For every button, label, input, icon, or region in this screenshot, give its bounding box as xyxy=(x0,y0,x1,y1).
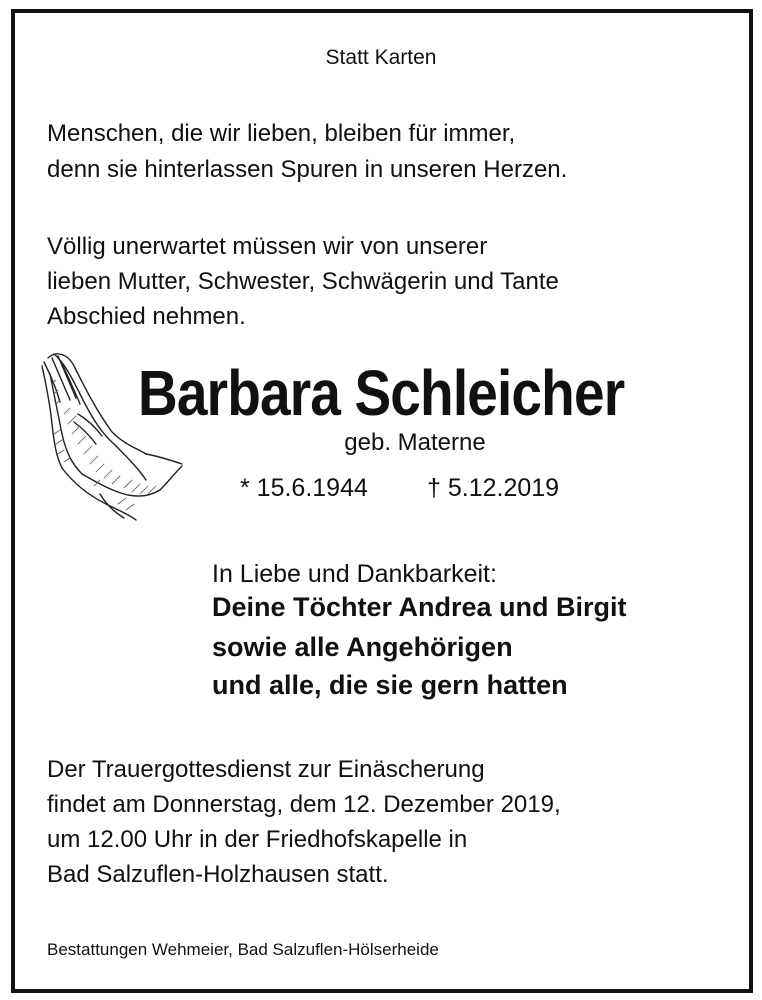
intro-line-2: lieben Mutter, Schwester, Schwägerin und Tante xyxy=(47,268,559,295)
funeral-home: Bestattungen Wehmeier, Bad Salzuflen-Hölserheide xyxy=(47,940,439,959)
service-line-1: Der Trauergottesdienst zur Einäscherung xyxy=(47,756,485,783)
mourners-intro: In Liebe und Dankbarkeit: xyxy=(212,560,497,588)
mourners-line-2: sowie alle Angehörigen xyxy=(212,632,513,662)
birth-name: geb. Materne xyxy=(344,429,486,456)
birth-date: * 15.6.1944 xyxy=(240,474,368,502)
death-date: † 5.12.2019 xyxy=(427,474,560,502)
mourners-line-3: und alle, die sie gern hatten xyxy=(212,670,568,700)
service-line-2: findet am Donnerstag, dem 12. Dezember 2019, xyxy=(47,791,561,818)
quote-line-1: Menschen, die wir lieben, bleiben für immer, xyxy=(47,120,516,147)
service-line-3: um 12.00 Uhr in der Friedhofskapelle in xyxy=(47,826,468,853)
mourners-line-1: Deine Töchter Andrea und Birgit xyxy=(212,592,627,622)
notice-header: Statt Karten xyxy=(325,46,437,69)
intro-line-1: Völlig unerwartet müssen wir von unserer xyxy=(47,233,488,260)
deceased-name: Barbara Schleicher xyxy=(138,357,625,429)
quote-line-2: denn sie hinterlassen Spuren in unseren Herzen. xyxy=(47,156,568,183)
service-line-4: Bad Salzuflen-Holzhausen statt. xyxy=(47,861,389,888)
intro-line-3: Abschied nehmen. xyxy=(47,303,246,330)
